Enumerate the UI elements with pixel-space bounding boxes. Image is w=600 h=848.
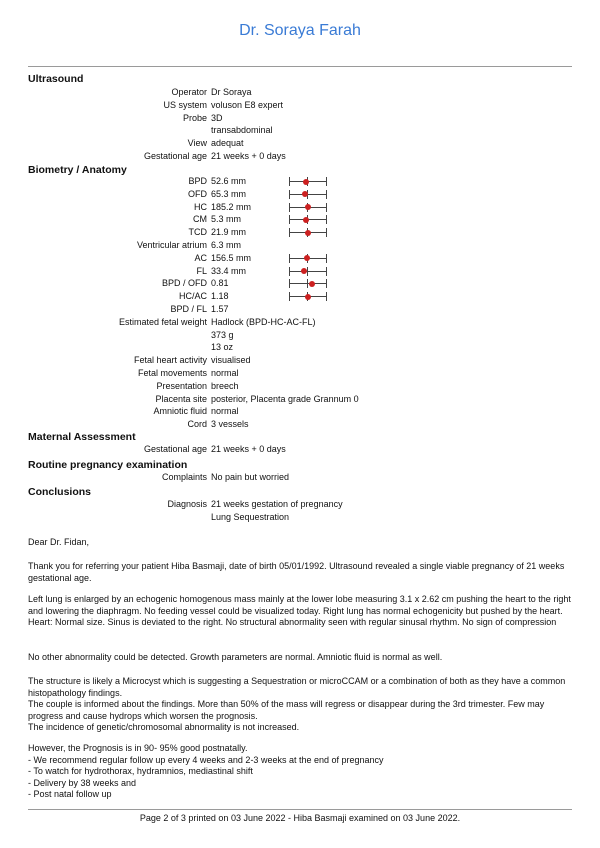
watch-line: - To watch for hydrothorax, hydramnios, mediastinal shift (28, 766, 253, 776)
field-label: Complaints (161, 472, 207, 482)
gauge-capl (289, 267, 290, 276)
gauge-capr (326, 203, 327, 212)
field-row (0, 405, 600, 418)
other-findings-paragraph: No other abnormality could be detected. Growth parameters are normal. Amniotic fluid is normal as well. (28, 652, 443, 662)
gauge-capl (289, 215, 290, 224)
lung-findings-paragraph: Left lung is enlarged by an echogenic homogenous mass mainly at the lower lobe measuring 3.1 x 2.62 cm pushing the heart to the right and lowering the diaphragm. No feeding vessel could be visualized today. Right lung has normal echogenicity but pushed by the heart. (28, 594, 571, 616)
percentile-gauge (289, 215, 327, 224)
letter-prognosis (28, 743, 572, 801)
field-value: transabdominal (211, 125, 273, 136)
field-label: Placenta site (155, 393, 207, 404)
field-label: CM (193, 214, 207, 225)
field-value: 373 g (211, 329, 234, 340)
field-row (0, 443, 600, 456)
percentile-gauge (289, 177, 327, 186)
gauge-tick (307, 267, 308, 276)
gauge-capl (289, 292, 290, 301)
field-row (0, 277, 600, 290)
field-row (0, 367, 600, 380)
field-row (0, 354, 600, 367)
field-row (0, 511, 600, 524)
field-row (0, 201, 600, 214)
section-title-routine: Routine pregnancy examination (28, 459, 188, 471)
field-label: Gestational age (143, 444, 207, 454)
field-row (0, 303, 600, 316)
gauge-capl (289, 254, 290, 263)
field-value: 21 weeks gestation of pregnancy (211, 499, 343, 509)
field-value: 5.3 mm (211, 214, 242, 225)
gauge-capr (326, 228, 327, 237)
footer-divider (28, 809, 572, 810)
field-label: BPD / OFD (161, 278, 207, 289)
field-row (0, 316, 600, 329)
gauge-tick (307, 279, 308, 288)
field-label: Fetal movements (137, 368, 207, 378)
field-value: 65.3 mm (211, 188, 247, 199)
field-value: posterior, Placenta grade Grannum 0 (211, 393, 359, 404)
gauge-capr (326, 254, 327, 263)
field-row (0, 380, 600, 393)
field-label: OFD (188, 188, 207, 199)
field-value: voluson E8 expert (211, 99, 284, 110)
field-value: visualised (211, 355, 251, 366)
gauge-capl (289, 203, 290, 212)
gauge-axis (289, 271, 327, 272)
gauge-capr (326, 190, 327, 199)
gauge-capl (289, 177, 290, 186)
gauge-capl (289, 190, 290, 199)
field-row (0, 137, 600, 150)
salutation-text: Dear Dr. Fidan, (28, 537, 90, 547)
field-row (0, 86, 600, 99)
field-value: normal (211, 406, 239, 417)
gauge-marker (303, 179, 309, 185)
field-value: 0.81 (211, 278, 229, 289)
field-row (0, 418, 600, 431)
field-row (0, 393, 600, 406)
field-label: Cord (187, 419, 207, 430)
heart-findings-paragraph: Heart: Normal size. Sinus is deviated to the right. No structural abnormality seen with regular sinusal rhythm. No sign of compression (28, 617, 557, 627)
field-row (0, 213, 600, 226)
page-title: Dr. Soraya Farah (239, 22, 361, 39)
gauge-capr (326, 177, 327, 186)
field-label: Estimated fetal weight (118, 316, 207, 327)
field-label: Gestational age (143, 151, 207, 161)
field-row (0, 175, 600, 188)
field-label: Diagnosis (167, 499, 207, 509)
field-label: BPD / FL (170, 304, 207, 314)
field-label: Presentation (156, 380, 207, 391)
field-value: 33.4 mm (211, 265, 247, 276)
genetic-paragraph: The incidence of genetic/chromosomal abnormality is not increased. (28, 722, 300, 732)
recommendation-line: - We recommend regular follow up every 4 weeks and 2-3 weeks at the end of pregnancy (28, 754, 384, 765)
gauge-axis (289, 194, 327, 195)
field-row (0, 226, 600, 239)
percentile-gauge (289, 267, 327, 276)
field-label: AC (194, 252, 207, 263)
field-value: Lung Sequestration (211, 511, 290, 522)
field-label: View (187, 138, 207, 149)
counseling-paragraph: The couple is informed about the findings. More than 50% of the mass will regress or disappear during the 3rd trimester. Few may progress and cause hydrops which worsen the prognosis. (28, 699, 545, 721)
field-row (0, 112, 600, 125)
field-value: 1.57 (211, 304, 229, 314)
gauge-capl (289, 228, 290, 237)
field-value: 156.5 mm (211, 252, 252, 263)
percentile-gauge (289, 279, 327, 288)
letter-intro (28, 561, 572, 584)
page-footer: Page 2 of 3 printed on 03 June 2022 - Hiba Basmaji examined on 03 June 2022. (139, 813, 461, 823)
field-label: BPD (188, 176, 207, 186)
field-row (0, 290, 600, 303)
gauge-marker (305, 294, 311, 300)
field-value: 52.6 mm (211, 176, 247, 186)
delivery-line: - Delivery by 38 weeks and (28, 777, 137, 788)
field-row (0, 471, 600, 484)
percentile-gauge (289, 203, 327, 212)
field-value: 21 weeks + 0 days (211, 151, 286, 161)
field-label: Probe (182, 112, 207, 123)
field-label: Amniotic fluid (153, 406, 207, 417)
gauge-marker (309, 281, 315, 287)
gauge-marker (305, 230, 311, 236)
letter-salutation (28, 537, 572, 549)
field-value: 21 weeks + 0 days (211, 444, 286, 454)
postnatal-line: - Post natal follow up (28, 789, 112, 799)
gauge-capr (326, 215, 327, 224)
field-value: 6.3 mm (211, 240, 242, 250)
field-label: Fetal heart activity (133, 355, 207, 366)
section-title-maternal: Maternal Assessment (28, 431, 136, 443)
field-row (0, 188, 600, 201)
field-label: HC (194, 201, 207, 212)
field-label: Ventricular atrium (136, 240, 207, 250)
gauge-marker (303, 217, 309, 223)
field-value: 13 oz (211, 342, 234, 353)
field-row (0, 498, 600, 511)
field-value: 1.18 (211, 291, 229, 302)
field-row (0, 99, 600, 112)
field-label: FL (196, 265, 207, 276)
percentile-gauge (289, 254, 327, 263)
letter-discussion (28, 676, 572, 734)
field-value: normal (211, 368, 239, 378)
gauge-capl (289, 279, 290, 288)
field-value: adequat (211, 138, 244, 149)
gauge-capr (326, 292, 327, 301)
field-value: 3 vessels (211, 419, 249, 430)
header-divider (28, 66, 572, 67)
percentile-gauge (289, 228, 327, 237)
field-row (0, 341, 600, 354)
intro-paragraph: Thank you for referring your patient Hiba Basmaji, date of birth 05/01/1992. Ultrasound revealed a single viable pregnancy of 21 weeks gestational age. (28, 561, 565, 583)
field-value: 21.9 mm (211, 227, 247, 238)
gauge-capr (326, 267, 327, 276)
field-row (0, 265, 600, 278)
field-label: US system (163, 99, 207, 110)
percentile-gauge (289, 190, 327, 199)
field-row (0, 150, 600, 163)
structure-paragraph: The structure is likely a Microcyst which is suggesting a Sequestration or microCCAM or a combination of both as they have a common histopathology findings. (28, 676, 566, 698)
letter-findings (28, 594, 572, 629)
field-value: Dr Soraya (211, 87, 252, 97)
field-label: Operator (171, 87, 207, 97)
gauge-marker (305, 204, 311, 210)
field-row (0, 252, 600, 265)
field-value: 3D (211, 112, 223, 123)
section-title-conclusions: Conclusions (28, 486, 92, 498)
field-value: Hadlock (BPD-HC-AC-FL) (211, 316, 316, 327)
section-title-ultrasound: Ultrasound (28, 73, 84, 85)
field-row (0, 239, 600, 252)
field-value: breech (211, 380, 239, 391)
field-value: No pain but worried (211, 472, 290, 482)
letter-other (28, 652, 572, 664)
gauge-marker (304, 255, 310, 261)
field-row (0, 124, 600, 137)
field-label: TCD (188, 227, 207, 238)
field-label: HC/AC (178, 291, 207, 302)
prognosis-line: However, the Prognosis is in 90- 95% good postnatally. (28, 743, 248, 753)
field-row (0, 329, 600, 342)
gauge-capr (326, 279, 327, 288)
field-value: 185.2 mm (211, 201, 252, 212)
section-title-biometry: Biometry / Anatomy (28, 164, 127, 176)
percentile-gauge (289, 292, 327, 301)
